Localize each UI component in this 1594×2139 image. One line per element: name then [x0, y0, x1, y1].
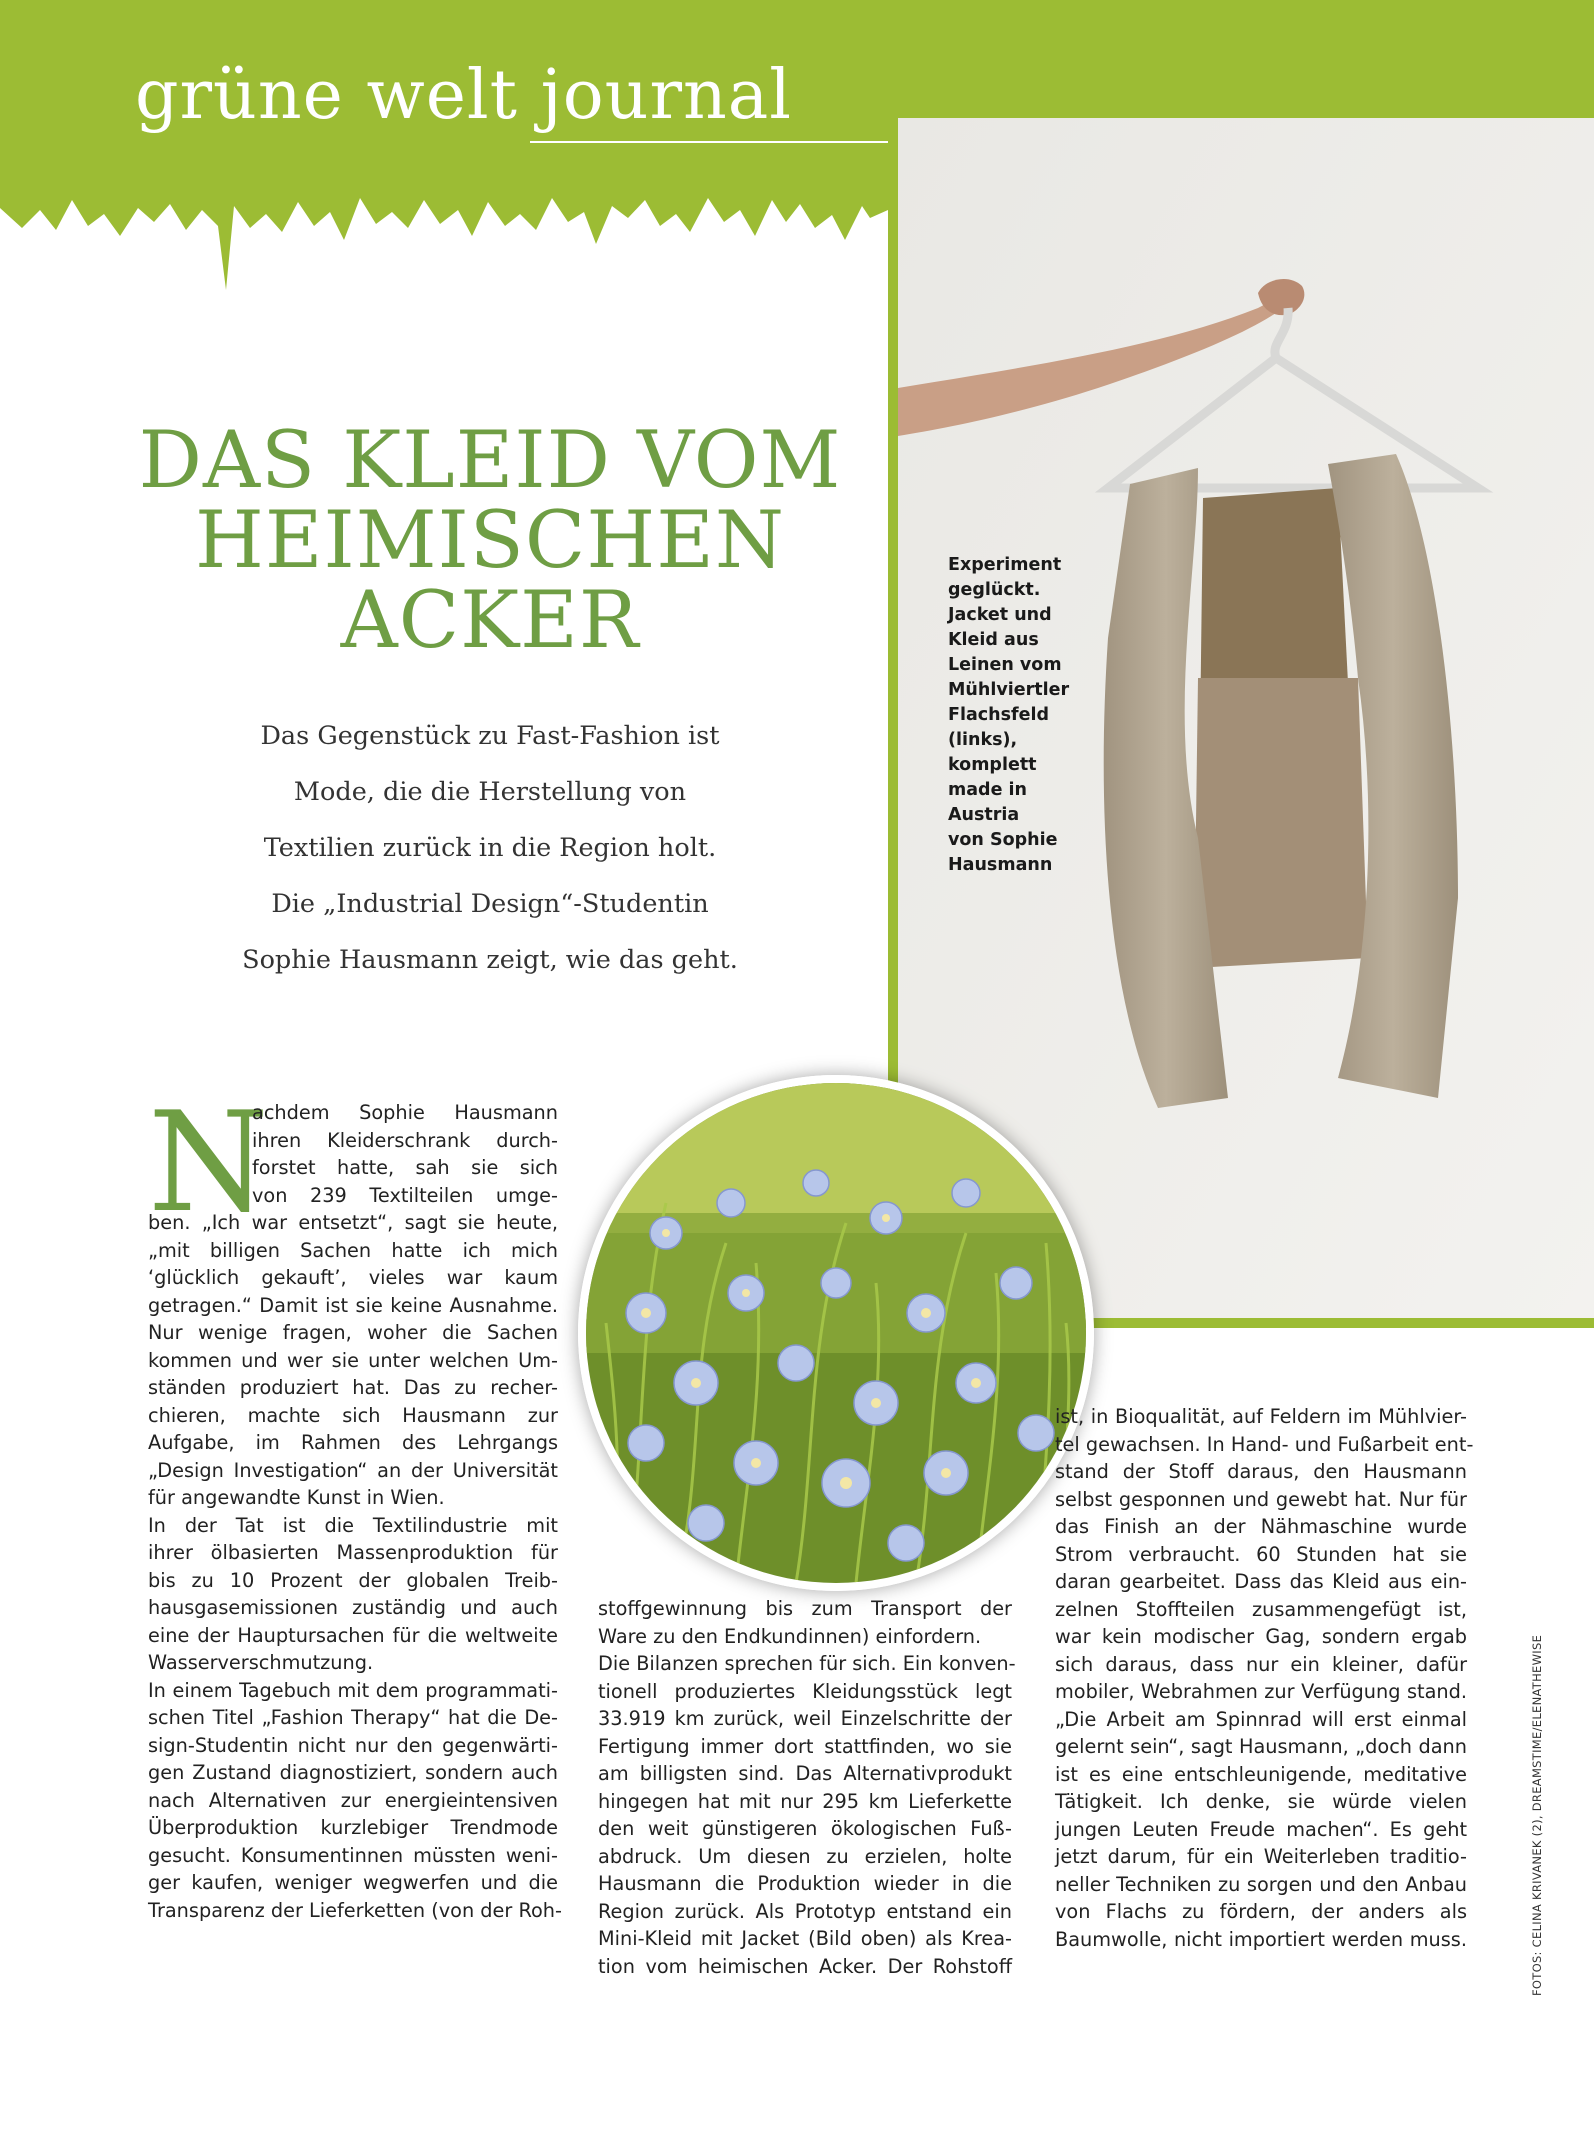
caption-line: Austria	[948, 805, 1020, 825]
body-line: sign-Studentin nicht nur den gegenwärti-	[148, 1733, 558, 1757]
journal-title-rule	[530, 141, 890, 143]
body-line: war kein modischer Gag, sondern ergab	[1055, 1625, 1467, 1648]
body-line: Transparenz der Lieferketten (von der Roh-	[148, 1898, 562, 1922]
body-line: 33.919 km zurück, weil Einzelschritte der	[598, 1707, 1012, 1730]
body-line: tion vom heimischen Acker. Der Rohstoff	[598, 1954, 1012, 1978]
caption-line: Hausmann	[948, 855, 1053, 875]
body-line: ‘glücklich gekauft’, vieles war kaum	[148, 1266, 558, 1289]
caption-line: komplett	[948, 755, 1037, 775]
flax-field-photo	[578, 1075, 1094, 1591]
body-line: kommen und wer sie unter welchen Um-	[148, 1348, 558, 1372]
body-line: hingegen hat mit nur 295 km Lieferkette	[598, 1789, 1012, 1813]
body-line: Tätigkeit. Ich denke, sie würde vielen	[1055, 1790, 1467, 1813]
teaser-line: Mode, die die Herstellung von	[293, 777, 687, 807]
photo-caption	[948, 553, 1088, 878]
body-line: In einem Tagebuch mit dem programmati-	[148, 1678, 558, 1702]
body-line: ist, in Bioqualität, auf Feldern im Mühlvier-	[1055, 1405, 1467, 1428]
body-line: ben. „Ich war entsetzt“, sagt sie heute,	[148, 1211, 558, 1234]
body-line: hausgasemissionen zuständig und auch	[148, 1596, 558, 1619]
body-line: jetzt darum, für ein Weiterleben traditio-	[1055, 1845, 1467, 1868]
article-column-2	[598, 1595, 1016, 1980]
caption-line: Jacket und	[948, 605, 1052, 625]
body-line: jungen Leuten Freude machen“. Es geht	[1055, 1817, 1467, 1841]
caption-line: Mühlviertler	[948, 680, 1070, 700]
body-line: Region zurück. Als Prototyp entstand ein	[598, 1899, 1012, 1923]
body-line: achdem Sophie Hausmann	[252, 1101, 558, 1124]
photo-credit: FOTOS: CELINA KRIVANEK (2), DREAMSTIME/ELENATHEWISE	[1530, 1634, 1544, 1996]
body-line: gelernt sein“, sagt Hausmann, „doch dann	[1055, 1735, 1467, 1758]
body-line: Ware zu den Endkundinnen) einfordern.	[598, 1624, 982, 1648]
body-line: bis zu 10 Prozent der globalen Treib-	[148, 1568, 558, 1592]
body-line: selbst gesponnen und gewebt hat. Nur für	[1055, 1487, 1467, 1511]
article-column-1	[148, 1099, 562, 1924]
body-line: daran gearbeitet. Dass das Kleid aus ein-	[1055, 1570, 1467, 1593]
body-line: am billigsten sind. Das Alternativprodukt	[598, 1762, 1012, 1785]
body-line: In der Tat ist die Textilindustrie mit	[148, 1513, 558, 1537]
body-line: den weit günstigeren ökologischen Fuß-	[598, 1817, 1012, 1840]
body-line: „mit billigen Sachen hatte ich mich	[148, 1238, 558, 1262]
body-line: Aufgabe, im Rahmen des Lehrgangs	[148, 1431, 558, 1454]
drop-cap: N	[148, 1082, 269, 1243]
body-line: forstet hatte, sah sie sich	[252, 1156, 558, 1179]
body-line: ist es eine entschleunigende, meditative	[1055, 1762, 1467, 1786]
body-line: stand der Stoff daraus, den Hausmann	[1055, 1460, 1467, 1483]
article-column-3	[1055, 1403, 1474, 1953]
body-line: getragen.“ Damit ist sie keine Ausnahme.	[148, 1293, 558, 1317]
body-line: zelnen Stoffteilen zusammengefügt ist,	[1055, 1597, 1467, 1621]
caption-line: Leinen vom	[948, 655, 1062, 675]
body-line: „Die Arbeit am Spinnrad will erst einmal	[1055, 1707, 1467, 1731]
body-line: Überproduktion kurzlebiger Trendmode	[148, 1816, 558, 1839]
body-line: mobiler, Webrahmen zur Verfügung stand.	[1055, 1680, 1467, 1703]
body-line: Strom verbraucht. 60 Stunden hat sie	[1055, 1542, 1467, 1566]
body-line: für angewandte Kunst in Wien.	[148, 1486, 445, 1509]
body-line: Wasserverschmutzung.	[148, 1651, 374, 1674]
body-line: eine der Hauptursachen für die weltweite	[148, 1623, 558, 1647]
body-line: ihrer ölbasierten Massenproduktion für	[148, 1541, 558, 1564]
teaser-line: Das Gegenstück zu Fast-Fashion ist	[260, 721, 720, 751]
body-line: von Flachs zu fördern, der anders als	[1055, 1900, 1467, 1923]
caption-line: Experiment	[948, 555, 1062, 575]
caption-line: Kleid aus	[948, 630, 1039, 650]
body-line: von 239 Textilteilen umge-	[252, 1183, 558, 1207]
caption-line: made in	[948, 780, 1027, 800]
headline-line: DAS KLEID VOM	[138, 414, 842, 506]
article-teaser	[180, 708, 800, 988]
teaser-line: Sophie Hausmann zeigt, wie das geht.	[242, 945, 738, 975]
body-line: „Design Investigation“ an der Universität	[148, 1458, 558, 1482]
body-line: schen Titel „Fashion Therapy“ hat die De-	[148, 1706, 558, 1729]
teaser-line: Die „Industrial Design“-Studentin	[271, 889, 709, 919]
caption-line: geglückt.	[948, 580, 1041, 600]
body-line: Baumwolle, nicht importiert werden muss.	[1055, 1927, 1467, 1951]
body-line: tel gewachsen. In Hand- und Fußarbeit ent-	[1055, 1432, 1474, 1456]
body-line: gesucht. Konsumentinnen müssten weni-	[148, 1843, 558, 1867]
body-line: abdruck. Um diesen zu erzielen, holte	[598, 1844, 1012, 1868]
body-line: neller Techniken zu sorgen und den Anbau	[1055, 1872, 1467, 1896]
body-line: das Finish an der Nähmaschine wurde	[1055, 1515, 1467, 1538]
teaser-line: Textilien zurück in die Region holt.	[263, 833, 717, 863]
body-line: tionell produziertes Kleidungsstück legt	[598, 1679, 1012, 1703]
dress-skirt	[1194, 678, 1368, 968]
journal-title: grüne welt journal	[135, 56, 793, 135]
article-headline	[100, 414, 880, 666]
body-line: Die Bilanzen sprechen für sich. Ein konven-	[598, 1652, 1016, 1675]
caption-line: Flachsfeld	[948, 705, 1050, 725]
body-line: chieren, machte sich Hausmann zur	[148, 1403, 558, 1427]
body-line: Fertigung immer dort stattfinden, wo sie	[598, 1734, 1012, 1758]
body-line: sich daraus, dass nur ein kleiner, dafür	[1055, 1652, 1467, 1676]
headline-line: ACKER	[340, 574, 640, 666]
caption-line: (links),	[948, 730, 1018, 750]
body-line: Mini-Kleid mit Jacket (Bild oben) als Krea-	[598, 1927, 1012, 1950]
caption-line: von Sophie	[948, 830, 1058, 850]
body-line: ihren Kleiderschrank durch-	[252, 1128, 558, 1152]
body-line: nach Alternativen zur energieintensiven	[148, 1788, 558, 1812]
body-line: ger kaufen, weniger wegwerfen und die	[148, 1871, 558, 1894]
headline-line: HEIMISCHEN	[194, 494, 786, 586]
body-line: Hausmann die Produktion wieder in die	[598, 1872, 1012, 1895]
body-line: gen Zustand diagnostiziert, sondern auch	[148, 1761, 558, 1784]
body-line: ständen produziert hat. Das zu recher-	[148, 1376, 558, 1399]
body-line: stoffgewinnung bis zum Transport der	[598, 1597, 1012, 1620]
body-line: Nur wenige fragen, woher die Sachen	[148, 1321, 558, 1344]
